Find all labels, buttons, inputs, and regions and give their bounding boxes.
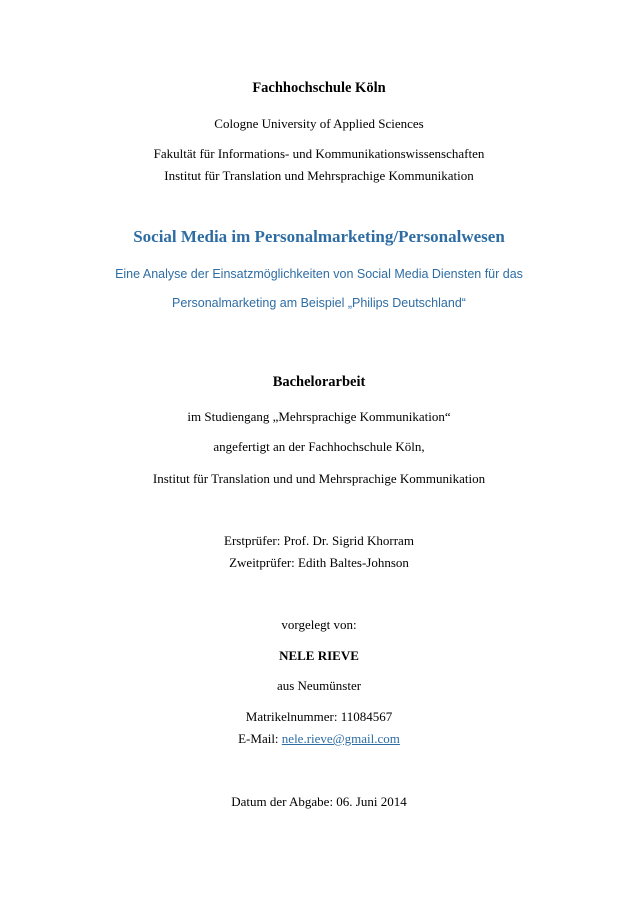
thesis-subtitle-line-1: Eine Analyse der Einsatzmöglichkeiten von Social Media Diensten für das: [115, 267, 523, 281]
made-at: angefertigt an der Fachhochschule Köln,: [213, 439, 425, 454]
thesis-title: Social Media im Personalmarketing/Personalwesen: [133, 227, 505, 246]
faculty-name: Fakultät für Informations- und Kommunikationswissenschaften: [153, 146, 485, 161]
author-name: NELE RIEVE: [279, 648, 359, 663]
submission-date: Datum der Abgabe: 06. Juni 2014: [231, 794, 407, 809]
first-examiner: Erstprüfer: Prof. Dr. Sigrid Khorram: [224, 533, 414, 548]
institution-name: Fachhochschule Köln: [252, 80, 386, 96]
email-link[interactable]: nele.rieve@gmail.com: [281, 731, 400, 746]
institution-name-english: Cologne University of Applied Sciences: [214, 116, 424, 131]
email-line: [0, 732, 638, 745]
presented-by-label: vorgelegt von:: [281, 617, 357, 632]
work-type: Bachelorarbeit: [272, 374, 366, 390]
thesis-subtitle-line-2: Personalmarketing am Beispiel „Philips Deutschland“: [172, 296, 466, 310]
matriculation-number: Matrikelnummer: 11084567: [245, 709, 393, 724]
second-examiner: Zweitprüfer: Edith Baltes-Johnson: [229, 555, 409, 570]
institute-name: Institut für Translation und Mehrsprachige Kommunikation: [164, 168, 474, 183]
email-label: E-Mail:: [238, 731, 282, 746]
author-origin: aus Neumünster: [276, 678, 362, 693]
study-program: im Studiengang „Mehrsprachige Kommunikation“: [187, 409, 451, 424]
work-institute: Institut für Translation und und Mehrsprachige Kommunikation: [152, 471, 486, 486]
